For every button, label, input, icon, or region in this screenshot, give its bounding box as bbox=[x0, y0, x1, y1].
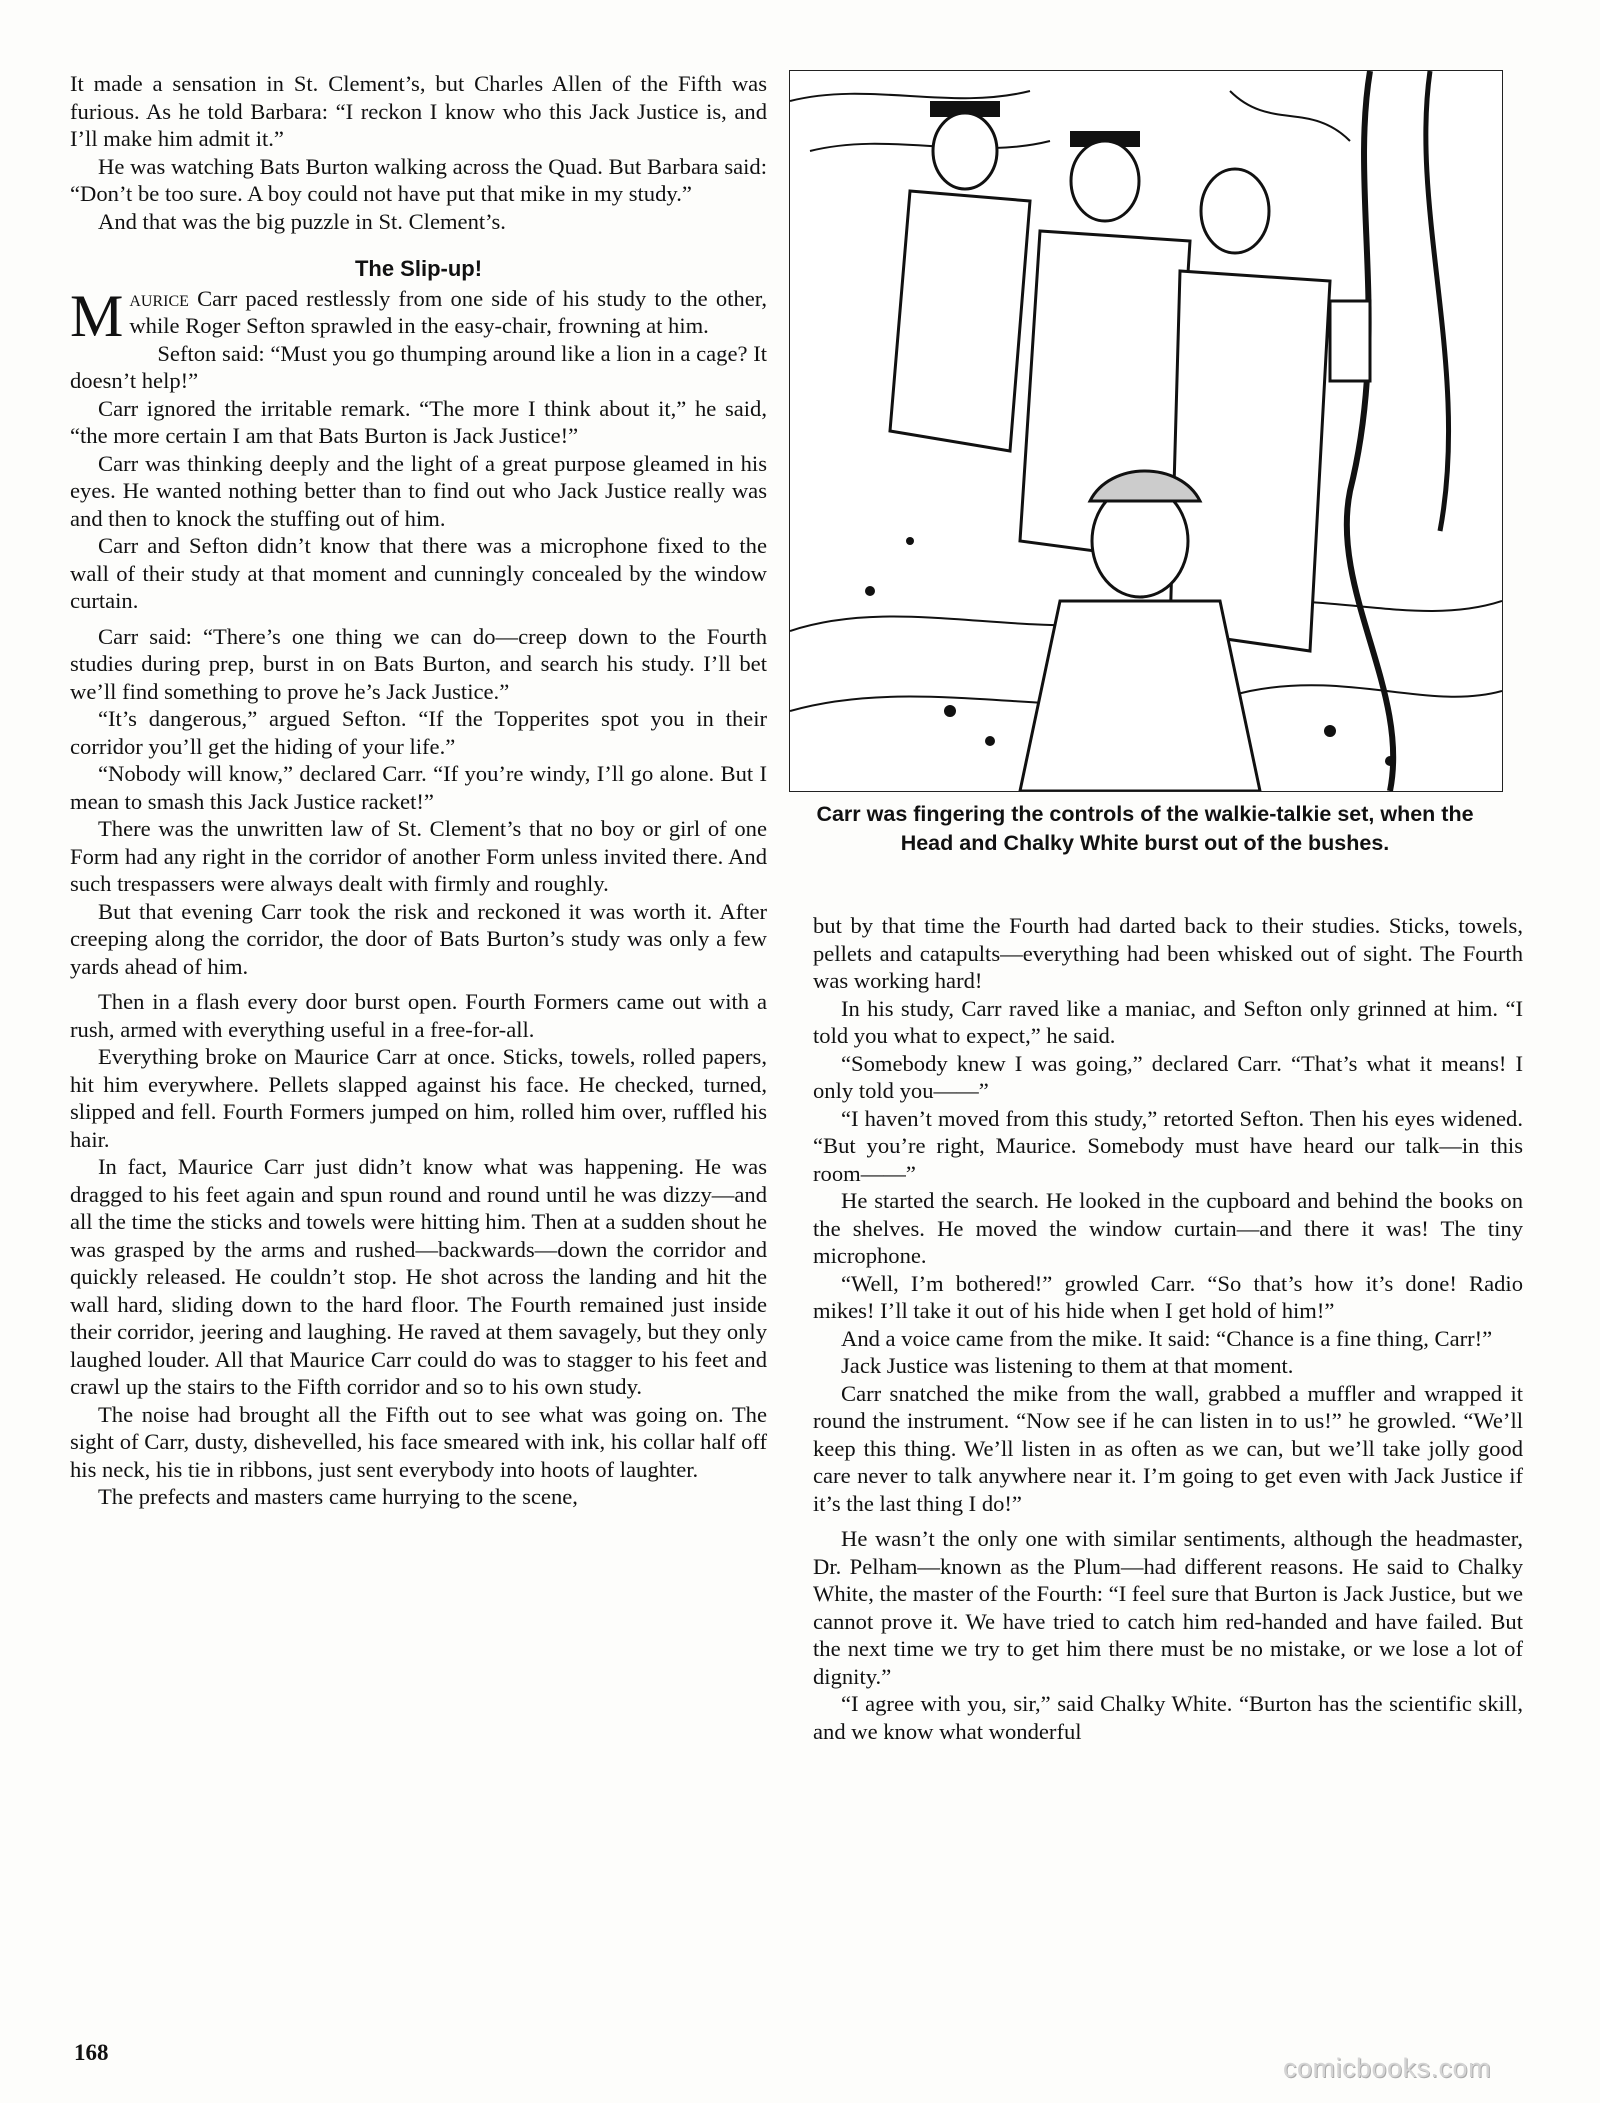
body-paragraph: Jack Justice was listening to them at that moment. bbox=[841, 1353, 1294, 1378]
illustration-caption: Carr was fingering the controls of the walkie-talkie set, when the Head and Chalky White burst out of the bushes. bbox=[816, 802, 1474, 855]
body-paragraph: Then in a flash every door burst open. Fourth Formers came out with a rush, armed with everything useful in a free-for-all. bbox=[70, 989, 767, 1042]
opening-text: Carr paced restlessly from one side of his study to the other, while Roger Sefton sprawled in the easy-chair, frowning at him. bbox=[129, 285, 767, 338]
ink-drawing bbox=[790, 71, 1502, 791]
right-text-column bbox=[813, 912, 1523, 1745]
body-paragraph: “Nobody will know,” declared Carr. “If you’re windy, I’ll go alone. But I mean to smash this Jack Justice racket!” bbox=[70, 761, 767, 814]
left-text-column bbox=[70, 70, 767, 1511]
drop-cap: M bbox=[70, 282, 124, 349]
body-paragraph: He wasn’t the only one with similar sentiments, although the headmaster, Dr. Pelham—known as the Plum—had different reasons. He said to Chalky White, the master of the Fourth: “I feel sure that Burton is Jack Justice, but we cannot prove it. We have tried to catch him red-handed and have failed. But the next time we try to get him there must be no mistake, or we lose a lot of dignity.” bbox=[813, 1526, 1523, 1689]
body-paragraph: “Well, I’m bothered!” growled Carr. “So that’s how it’s done! Radio mikes! I’ll take it out of his hide when I get hold of him!” bbox=[813, 1270, 1523, 1323]
body-paragraph: The prefects and masters came hurrying to the scene, bbox=[98, 1484, 578, 1509]
intro-paragraph: It made a sensation in St. Clement’s, but Charles Allen of the Fifth was furious. As he told Barbara: “I reckon I know who this Jack Justice is, and I’ll make him admit it.” bbox=[70, 71, 767, 151]
body-paragraph: Carr and Sefton didn’t know that there was a microphone fixed to the wall of their study at that moment and cunningly concealed by the window curtain. bbox=[70, 533, 767, 613]
opening-paragraph bbox=[70, 282, 767, 349]
body-paragraph: “I haven’t moved from this study,” retorted Sefton. Then his eyes widened. “But you’re right, Maurice. Somebody must have heard our talk—in this room——” bbox=[813, 1105, 1523, 1186]
body-paragraph: “I agree with you, sir,” said Chalky White. “Burton has the scientific skill, and we know what wonderful bbox=[813, 1691, 1523, 1744]
page-number: 168 bbox=[74, 2040, 109, 2065]
body-paragraph: There was the unwritten law of St. Clement’s that no boy or girl of one Form had any right in the corridor of another Form unless invited there. And such trespassers were always dealt with firmly and roughly. bbox=[70, 816, 767, 896]
body-paragraph: The noise had brought all the Fifth out to see what was going on. The sight of Carr, dusty, dishevelled, his face smeared with ink, his collar half off his neck, his tie in ribbons, just sent everybody into hoots of laughter. bbox=[70, 1401, 767, 1482]
body-paragraph: Carr ignored the irritable remark. “The more I think about it,” he said, “the more certain I am that Bats Burton is Jack Justice!” bbox=[70, 395, 767, 448]
body-paragraph: Everything broke on Maurice Carr at once. Sticks, towels, rolled papers, hit him everywhere. Pellets slapped against his face. He checked, turned, slipped and fell. Fourth Formers jumped on him, rolled him over, ruffled his hair. bbox=[70, 1044, 767, 1152]
intro-paragraph: And that was the big puzzle in St. Clement’s. bbox=[98, 208, 506, 234]
body-paragraph: In fact, Maurice Carr just didn’t know what was happening. He was dragged to his feet again and spun round and round until he was dizzy—and all the time the sticks and towels were hitting him. Then at a sudden shout he was grasped by the arms and rushed—backwards—down the corridor and quickly released. He couldn’t stop. He shot across the landing and hit the wall hard, sliding down to the hard floor. The Fourth remained just inside their corridor, jeering and laughing. He raved at them savagely, but they only laughed louder. All that Maurice Carr could do was to stagger to his feet and crawl up the stairs to the Fifth corridor and so to his own study. bbox=[70, 1154, 767, 1399]
body-paragraph: but by that time the Fourth had darted back to their studies. Sticks, towels, pellets and catapults—everything had been whisked out of sight. The Fourth was working hard! bbox=[813, 913, 1523, 993]
body-paragraph: “Somebody knew I was going,” declared Carr. “That’s what it means! I only told you——” bbox=[813, 1050, 1523, 1103]
body-paragraph: He started the search. He looked in the cupboard and behind the books on the shelves. He moved the window curtain—and there it was! The tiny microphone. bbox=[813, 1188, 1523, 1268]
body-paragraph: Carr was thinking deeply and the light of a great purpose gleamed in his eyes. He wanted nothing better than to find out who Jack Justice really was and then to knock the stuffing out of him. bbox=[70, 450, 767, 531]
section-heading: The Slip-up! bbox=[354, 256, 483, 281]
body-paragraph: Carr snatched the mike from the wall, grabbed a muffler and wrapped it round the instrument. “Now see if he can listen in to us!” he growled. “We’ll keep this thing. We’ll listen in as often as we can, but we’ll take jolly good care never to talk anywhere near it. I’m going to get even with Jack Justice if it’s the last thing I do!” bbox=[813, 1380, 1523, 1516]
body-paragraph: In his study, Carr raved like a maniac, and Sefton only grinned at him. “I told you what to expect,” he said. bbox=[813, 995, 1523, 1048]
body-paragraph: “It’s dangerous,” argued Sefton. “If the Topperites spot you in their corridor you’ll get the hiding of your life.” bbox=[70, 706, 767, 759]
site-watermark: comicbooks.com bbox=[1283, 2053, 1492, 2083]
body-paragraph: But that evening Carr took the risk and reckoned it was worth it. After creeping along the corridor, the door of Bats Burton’s study was only a few yards ahead of him. bbox=[70, 898, 767, 979]
story-illustration bbox=[789, 70, 1503, 792]
opening-word: aurice bbox=[129, 285, 189, 311]
body-paragraph: And a voice came from the mike. It said: “Chance is a fine thing, Carr!” bbox=[841, 1325, 1493, 1351]
body-paragraph: Sefton said: “Must you go thumping around like a lion in a cage? It doesn’t help!” bbox=[70, 340, 767, 393]
body-paragraph: Carr said: “There’s one thing we can do—creep down to the Fourth studies during prep, burst in on Bats Burton, and search his study. I’ll bet we’ll find something to prove he’s Jack Justice.” bbox=[70, 623, 767, 704]
intro-paragraph: He was watching Bats Burton walking across the Quad. But Barbara said: “Don’t be too sure. A boy could not have put that mike in my study.” bbox=[70, 153, 767, 206]
